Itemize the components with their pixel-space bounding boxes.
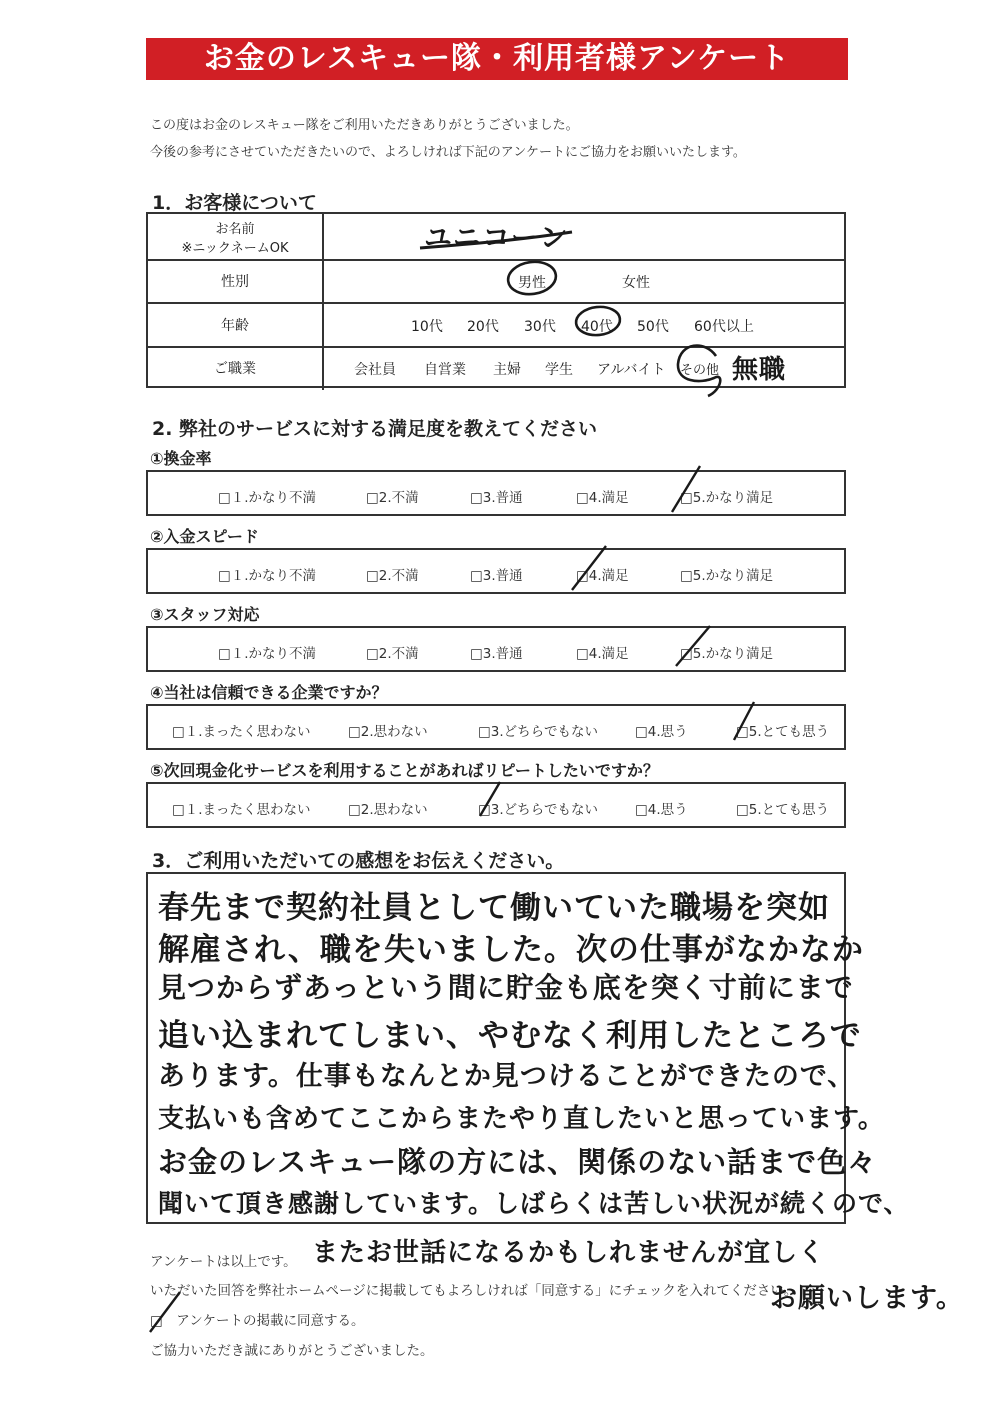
q2-choice-3[interactable]: □3.普通 bbox=[470, 568, 523, 584]
age-40s-circle bbox=[575, 305, 622, 337]
q1-choice-5[interactable]: □5.かなり満足 bbox=[680, 490, 774, 506]
q2-choice-4[interactable]: □4.満足 bbox=[576, 568, 629, 584]
comment-line-2: 解雇され、職を失いました。次の仕事がなかなか bbox=[158, 932, 864, 968]
intro-line-1: この度はお金のレスキュー隊をご利用いただきありがとうございました。 bbox=[150, 118, 579, 133]
gender-male-circle bbox=[506, 259, 558, 297]
age-option-30s[interactable]: 30代 bbox=[524, 319, 556, 335]
q2-check-mark bbox=[572, 546, 606, 590]
job-option-other[interactable]: その他 bbox=[680, 363, 720, 378]
gender-label: 性別 bbox=[148, 261, 324, 304]
q3-choice-1[interactable]: □１.かなり不満 bbox=[218, 646, 317, 662]
q4-choice-2[interactable]: □2.思わない bbox=[348, 724, 428, 740]
footer-thanks: ご協力いただき誠にありがとうございました。 bbox=[150, 1343, 434, 1359]
q4-choice-3[interactable]: □3.どちらでもない bbox=[478, 724, 599, 740]
name-label: お名前 bbox=[215, 222, 255, 237]
q4-check-mark bbox=[734, 702, 754, 740]
q1-choice-4[interactable]: □4.満足 bbox=[576, 490, 629, 506]
q4-choice-1[interactable]: □１.まったく思わない bbox=[172, 724, 311, 740]
q3-choice-3[interactable]: □3.普通 bbox=[470, 646, 523, 662]
q3-choice-4[interactable]: □4.満足 bbox=[576, 646, 629, 662]
comment-line-4: 追い込まれてしまい、やむなく利用したところで bbox=[158, 1018, 862, 1054]
q3-check-mark bbox=[676, 626, 710, 666]
job-option-homemaker[interactable]: 主婦 bbox=[493, 362, 521, 378]
comment-line-10: お願いします。 bbox=[770, 1283, 964, 1314]
job-option-part-time[interactable]: アルバイト bbox=[597, 362, 666, 378]
comment-line-6: 支払いも含めてここからまたやり直したいと思っています。 bbox=[158, 1104, 885, 1134]
q4-choice-4[interactable]: □4.思う bbox=[635, 724, 688, 740]
section2-heading: 2. 弊社のサービスに対する満足度を教えてください bbox=[152, 418, 598, 440]
footer-consent-request: いただいた回答を弊社ホームページに掲載してもよろしければ「同意する」にチェックを入れてください。 bbox=[150, 1283, 798, 1299]
name-value[interactable]: ユニコーン bbox=[424, 221, 569, 254]
footer-end-note: アンケートは以上です。 bbox=[150, 1254, 297, 1270]
job-other-value[interactable]: 無職 bbox=[732, 355, 787, 385]
job-label: ご職業 bbox=[148, 348, 324, 390]
comment-line-8: 聞いて頂き感謝しています。しばらくは苦しい状況が続くので、 bbox=[158, 1189, 910, 1218]
q2-title: ②入金スピード bbox=[150, 527, 259, 546]
q2-choice-1[interactable]: □１.かなり不満 bbox=[218, 568, 317, 584]
q2-choice-5[interactable]: □5.かなり満足 bbox=[680, 568, 774, 584]
comment-line-3: 見つからずあっという間に貯金も底を突く寸前にまで bbox=[158, 971, 854, 1004]
q5-choice-3[interactable]: □3.どちらでもない bbox=[478, 802, 599, 818]
section3-heading: 3．ご利用いただいての感想をお伝えください。 bbox=[152, 850, 565, 872]
q2-choice-2[interactable]: □2.不満 bbox=[366, 568, 419, 584]
age-option-50s[interactable]: 50代 bbox=[637, 319, 669, 335]
q5-choice-5[interactable]: □5.とても思う bbox=[736, 802, 830, 818]
job-option-student[interactable]: 学生 bbox=[545, 362, 573, 378]
comment-line-5: あります。仕事もなんとか見つけることができたので、 bbox=[158, 1061, 856, 1092]
q4-title: ④当社は信頼できる企業ですか？ bbox=[150, 683, 388, 702]
job-option-employee[interactable]: 会社員 bbox=[354, 362, 396, 378]
name-underline-stroke bbox=[420, 232, 572, 248]
q5-choice-2[interactable]: □2.思わない bbox=[348, 802, 428, 818]
q5-choice-4[interactable]: □4.思う bbox=[635, 802, 688, 818]
job-option-self-employed[interactable]: 自営業 bbox=[424, 362, 466, 378]
q4-choice-5[interactable]: □5.とても思う bbox=[736, 724, 830, 740]
q5-title: ⑤次回現金化サービスを利用することがあればリピートしたいですか？ bbox=[150, 761, 659, 780]
job-other-circle bbox=[678, 346, 720, 396]
age-option-40s[interactable]: 40代 bbox=[581, 319, 613, 335]
age-option-10s[interactable]: 10代 bbox=[411, 319, 443, 335]
nickname-note: ※ニックネームOK bbox=[181, 241, 289, 256]
q5-check-mark bbox=[480, 782, 500, 816]
q3-title: ③スタッフ対応 bbox=[150, 605, 260, 624]
gender-option-male[interactable]: 男性 bbox=[518, 275, 546, 291]
q1-choice-2[interactable]: □2.不満 bbox=[366, 490, 419, 506]
comment-line-1: 春先まで契約社員として働いていた職場を突如 bbox=[158, 890, 830, 926]
q1-choice-1[interactable]: □１.かなり不満 bbox=[218, 490, 317, 506]
page-title: お金のレスキュー隊・利用者様アンケート bbox=[203, 41, 791, 76]
age-option-60plus[interactable]: 60代以上 bbox=[694, 319, 754, 335]
age-option-20s[interactable]: 20代 bbox=[467, 319, 499, 335]
q5-choice-1[interactable]: □１.まったく思わない bbox=[172, 802, 311, 818]
intro-line-2: 今後の参考にさせていただきたいので、よろしければ下記のアンケートにご協力をお願いいたします。 bbox=[150, 145, 746, 160]
q3-choice-5[interactable]: □5.かなり満足 bbox=[680, 646, 774, 662]
age-label: 年齢 bbox=[148, 304, 324, 348]
q1-title: ①換金率 bbox=[150, 449, 212, 468]
gender-option-female[interactable]: 女性 bbox=[622, 275, 650, 291]
q1-choice-3[interactable]: □3.普通 bbox=[470, 490, 523, 506]
q1-check-mark bbox=[672, 466, 700, 512]
consent-check-mark bbox=[150, 1292, 180, 1332]
q3-choice-2[interactable]: □2.不満 bbox=[366, 646, 419, 662]
consent-checkbox[interactable]: □ アンケートの掲載に同意する。 bbox=[150, 1313, 365, 1329]
comment-line-9: またお世話になるかもしれませんが宜しく bbox=[312, 1238, 826, 1268]
section1-heading: 1．お客様について bbox=[152, 192, 317, 214]
comment-line-7: お金のレスキュー隊の方には、関係のない話まで色々 bbox=[158, 1145, 878, 1179]
